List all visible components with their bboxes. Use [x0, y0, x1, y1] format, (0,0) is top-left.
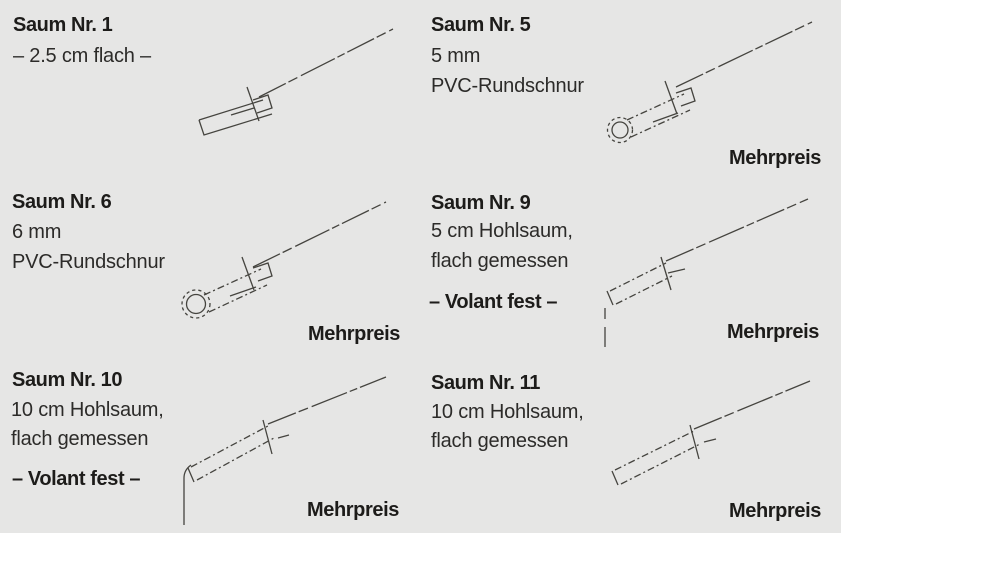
- surcharge-label: Mehrpreis: [727, 321, 819, 343]
- surcharge-label: Mehrpreis: [729, 147, 821, 169]
- panel-title: Saum Nr. 6: [12, 191, 112, 213]
- pvc-round-cord-hem-diagram: [182, 202, 386, 318]
- panel-desc-line: 5 mm: [431, 45, 481, 67]
- flat-hem-diagram: [199, 29, 393, 135]
- panel-desc-line: 10 cm Hohlsaum,: [11, 399, 164, 421]
- pvc-round-cord-hem-diagram: [608, 22, 813, 143]
- surcharge-label: Mehrpreis: [307, 499, 399, 521]
- panel-desc-line: PVC-Rundschnur: [431, 75, 584, 97]
- panel-title: Saum Nr. 9: [431, 192, 531, 214]
- panel-desc-line: 5 cm Hohlsaum,: [431, 220, 573, 242]
- panel-note: – Volant fest –: [12, 468, 141, 490]
- panel-desc-line: flach gemessen: [11, 428, 149, 450]
- panel-desc-line: flach gemessen: [431, 250, 569, 272]
- panel-note: – Volant fest –: [429, 291, 558, 313]
- panel-title: Saum Nr. 5: [431, 14, 531, 36]
- surcharge-label: Mehrpreis: [729, 500, 821, 522]
- panel-title: Saum Nr. 11: [431, 372, 540, 394]
- hollow-hem-diagram: [612, 381, 810, 485]
- surcharge-label: Mehrpreis: [308, 323, 400, 345]
- panel-desc-line: 6 mm: [12, 221, 62, 243]
- panel-title: Saum Nr. 10: [12, 369, 123, 391]
- panel-desc-line: 10 cm Hohlsaum,: [431, 401, 584, 423]
- panel-desc-line: flach gemessen: [431, 430, 569, 452]
- panel-desc-line: – 2.5 cm flach –: [13, 45, 151, 67]
- panel-desc-line: PVC-Rundschnur: [12, 251, 165, 273]
- panel-title: Saum Nr. 1: [13, 14, 113, 36]
